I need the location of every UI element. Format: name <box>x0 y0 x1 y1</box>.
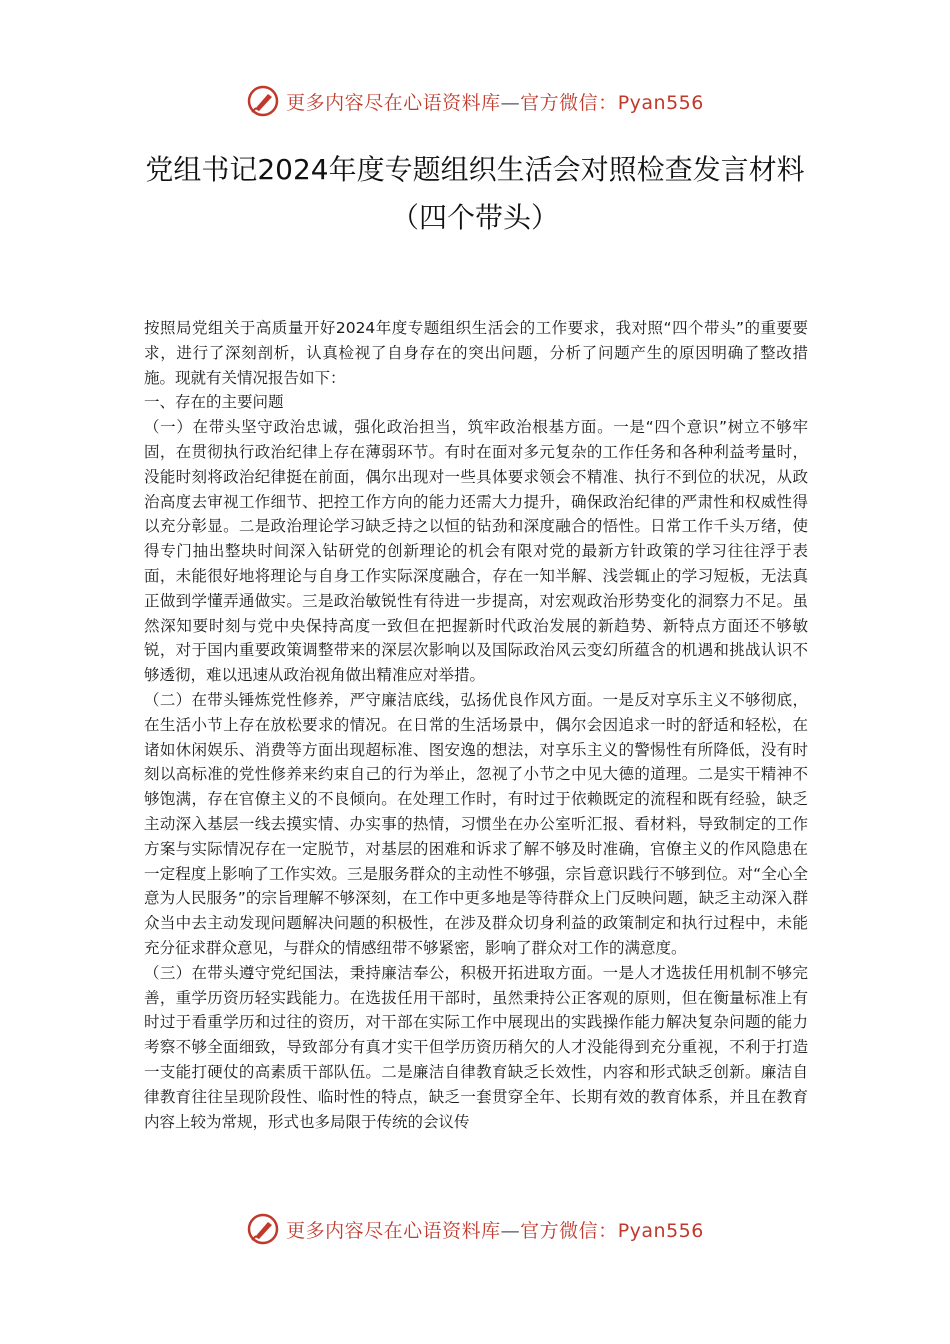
banner-contact-id: Pyan556 <box>617 91 704 114</box>
banner-separator: — <box>500 91 521 114</box>
banner-contact-label: 官方微信： <box>520 91 618 114</box>
banner-text: 更多内容尽在心语资料库 <box>286 91 501 114</box>
intro-paragraph: 按照局党组关于高质量开好2024年度专题组织生活会的工作要求，我对照“四个带头”的重要要求，进行了深刻剖析，认真检视了自身存在的突出问题，分析了问题产生的原因明确了整改措施。现就有关情况报告如下： <box>144 319 808 387</box>
document-title: 党组书记2024年度专题组织生活会对照检查发言材料（四个带头） <box>145 153 805 234</box>
section-heading: 一、存在的主要问题 <box>144 393 284 412</box>
body-paragraph: （二）在带头锤炼党性修养，严守廉洁底线，弘扬优良作风方面。一是反对享乐主义不够彻底，在生活小节上存在放松要求的情况。在日常的生活场景中，偶尔会因追求一时的舒适和轻松，在诸如休闲娱乐、消费等方面出现超标准、图安逸的想法，对享乐主义的警惕性有所降低，没有时刻以高标准的党性修养来约束自己的行为举止，忽视了小节之中见大德的道理。二是实干精神不够饱满，存在官僚主义的不良倾向。在处理工作时，有时过于依赖既定的流程和既有经验，缺乏主动深入基层一线去摸实情、办实事的热情，习惯坐在办公室听汇报、看材料，导致制定的工作方案与实际情况存在一定脱节，对基层的困难和诉求了解不够及时准确，官僚主义的作风隐患在一定程度上影响了工作实效。三是服务群众的主动性不够强，宗旨意识践行不够到位。对“全心全意为人民服务”的宗旨理解不够深刻，在工作中更多地是等待群众上门反映问题，缺乏主动深入群众当中去主动发现问题解决问题的积极性，在涉及群众切身利益的政策制定和执行过程中，未能充分征求群众意见，与群众的情感纽带不够紧密，影响了群众对工作的满意度。 <box>144 690 808 957</box>
pen-in-circle-logo-icon <box>246 84 280 118</box>
banner-contact-id: Pyan556 <box>617 1219 704 1242</box>
banner-contact-label: 官方微信： <box>520 1219 618 1242</box>
banner-separator: — <box>500 1219 521 1242</box>
pen-in-circle-logo-icon <box>246 1212 280 1246</box>
body-paragraph: （一）在带头坚守政治忠诚，强化政治担当，筑牢政治根基方面。一是“四个意识”树立不够牢固，在贯彻执行政治纪律上存在薄弱环节。有时在面对多元复杂的工作任务和各种利益考量时，没能时刻将政治纪律挺在前面，偶尔出现对一些具体要求领会不精准、执行不到位的状况，从政治高度去审视工作细节、把控工作方向的能力还需大力提升，确保政治纪律的严肃性和权威性得以充分彰显。二是政治理论学习缺乏持之以恒的钻劲和深度融合的悟性。日常工作千头万绪，使得专门抽出整块时间深入钻研党的创新理论的机会有限对党的最新方针政策的学习往往浮于表面，未能很好地将理论与自身工作实际深度融合，存在一知半解、浅尝辄止的学习短板，无法真正做到学懂弄通做实。三是政治敏锐性有待进一步提高，对宏观政治形势变化的洞察力不足。虽然深知要时刻与党中央保持高度一致但在把握新时代政治发展的新趋势、新特点方面还不够敏锐，对于国内重要政策调整带来的深层次影响以及国际政治风云变幻所蕴含的机遇和挑战认识不够透彻，难以迅速从政治视角做出精准应对举措。 <box>144 418 808 685</box>
footer-watermark-banner <box>0 1212 950 1246</box>
body-paragraph: （三）在带头遵守党纪国法，秉持廉洁奉公，积极开拓进取方面。一是人才选拔任用机制不够完善，重学历资历轻实践能力。在选拔任用干部时，虽然秉持公正客观的原则，但在衡量标准上有时过于看重学历和过往的资历，对干部在实际工作中展现出的实践操作能力解决复杂问题的能力考察不够全面细致，导致部分有真才实干但学历资历稍欠的人才没能得到充分重视，不利于打造一支能打硬仗的高素质干部队伍。二是廉洁自律教育缺乏长效性，内容和形式缺乏创新。廉洁自律教育往往呈现阶段性、临时性的特点，缺乏一套贯穿全年、长期有效的教育体系，并且在教育内容上较为常规，形式也多局限于传统的会议传 <box>144 963 808 1131</box>
banner-text: 更多内容尽在心语资料库 <box>286 1219 501 1242</box>
header-watermark-banner <box>0 84 950 118</box>
document-body <box>144 316 808 1134</box>
